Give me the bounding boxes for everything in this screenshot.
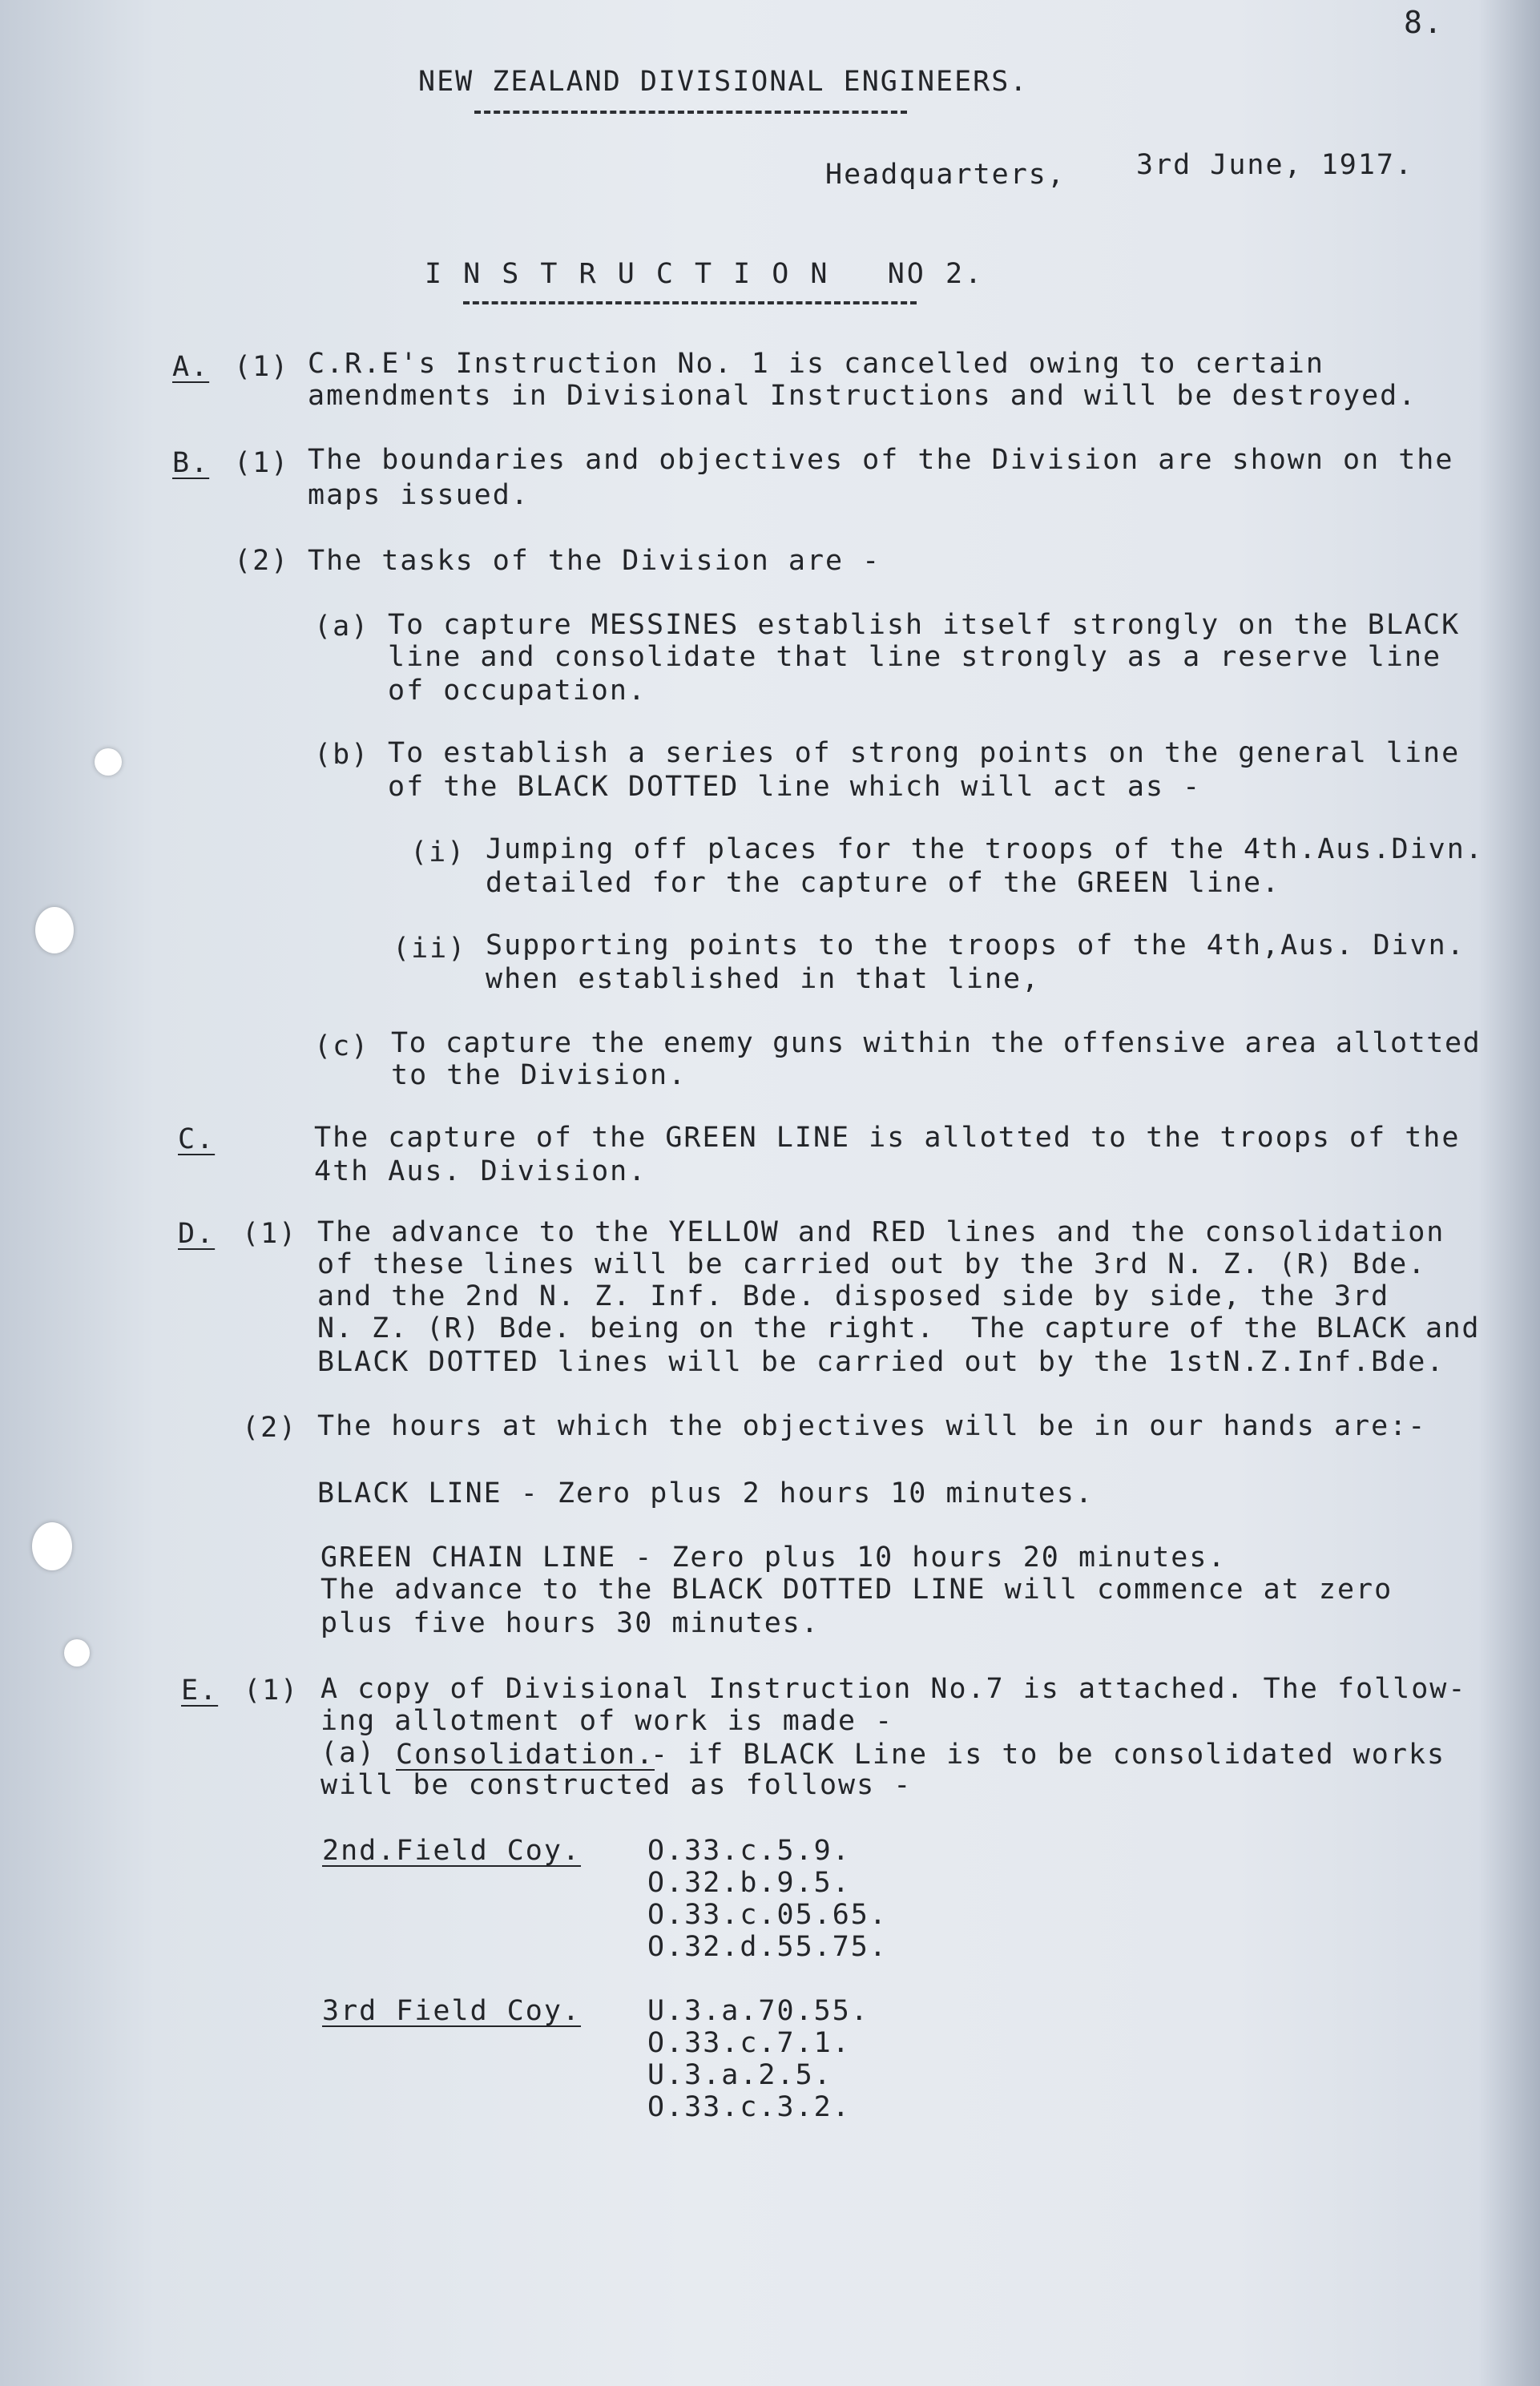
section-letter-e: E. (181, 1675, 219, 1707)
section-e-text-line: A copy of Divisional Instruction No.7 is attached. The follow- (320, 1673, 1467, 1705)
section-d-text-line: The hours at which the objectives will be in our hands are:- (317, 1410, 1427, 1442)
section-c-text-line: 4th Aus. Division. (314, 1155, 647, 1187)
document-title: I N S T R U C T I O N NO 2. (425, 258, 985, 290)
header-location: Headquarters, (825, 159, 1066, 191)
subitem-text-line: Jumping off places for the troops of the 4th.Aus.Divn. (486, 833, 1484, 865)
unit-name-3rd-field-coy: 3rd Field Coy. (322, 1995, 582, 2027)
subitem-marker: (a) (320, 1737, 377, 1769)
punch-hole (64, 1639, 90, 1667)
section-d-text-line: of these lines will be carried out by the 3rd N. Z. (R) Bde. (317, 1248, 1427, 1280)
punch-hole (32, 1522, 72, 1570)
heading-underline (474, 111, 907, 114)
title-underline (463, 301, 917, 304)
map-reference: O.33.c.5.9. (647, 1835, 851, 1867)
subitem-text-line: line and consolidate that line strongly as a reserve line (388, 641, 1442, 673)
section-e-text-line: will be constructed as follows - (320, 1769, 913, 1801)
consolidation-heading: Consolidation. (396, 1739, 655, 1771)
subitem-marker: (a) (314, 611, 370, 643)
section-b-text-line: The tasks of the Division are - (308, 545, 881, 577)
map-reference: O.32.b.9.5. (647, 1867, 851, 1899)
subitem-text-line: detailed for the capture of the GREEN line. (486, 867, 1281, 899)
section-letter-b: B. (172, 447, 210, 479)
section-c-text-line: The capture of the GREEN LINE is allotted to the troops of the (314, 1122, 1461, 1154)
punch-hole (35, 907, 74, 953)
section-e-text-line: - if BLACK Line is to be consolidated works (651, 1739, 1446, 1771)
subitem-text-line: To capture MESSINES establish itself strongly on the BLACK (388, 609, 1461, 641)
header-date: 3rd June, 1917. (1136, 149, 1414, 181)
section-d-para-number: (1) (242, 1218, 298, 1250)
section-a-text-line: amendments in Divisional Instructions and will be destroyed. (308, 380, 1417, 412)
section-b-para-number: (2) (234, 545, 290, 577)
map-reference: U.3.a.2.5. (647, 2059, 832, 2091)
unit-name-2nd-field-coy: 2nd.Field Coy. (322, 1835, 582, 1867)
section-d-text-line: N. Z. (R) Bde. being on the right. The capture of the BLACK and (317, 1312, 1480, 1344)
subitem-text-line: To establish a series of strong points on the general line (388, 737, 1461, 769)
objective-black-line: BLACK LINE - Zero plus 2 hours 10 minutes. (317, 1477, 1095, 1509)
section-letter-c: C. (178, 1123, 216, 1155)
section-a-para-number: (1) (234, 351, 290, 383)
punch-hole (95, 748, 122, 776)
page-number: 8. (1404, 5, 1444, 40)
subitem-marker: (ii) (393, 933, 467, 965)
section-d-text-line: BLACK DOTTED lines will be carried out by the 1stN.Z.Inf.Bde. (317, 1346, 1445, 1378)
section-e-para-number: (1) (244, 1675, 300, 1707)
subitem-text-line: when established in that line, (486, 963, 1041, 995)
subitem-text-line: of occupation. (388, 675, 647, 707)
subitem-marker: (i) (410, 836, 466, 869)
section-d-text-line: The advance to the YELLOW and RED lines and the consolidation (317, 1216, 1445, 1248)
section-b-text-line: The boundaries and objectives of the Division are shown on the (308, 444, 1454, 476)
map-reference: U.3.a.70.55. (647, 1995, 869, 2027)
map-reference: O.33.c.3.2. (647, 2091, 851, 2123)
section-d-text-line: and the 2nd N. Z. Inf. Bde. disposed side by side, the 3rd (317, 1280, 1390, 1312)
section-e-text-line: ing allotment of work is made - (320, 1705, 894, 1737)
objective-green-chain-line: GREEN CHAIN LINE - Zero plus 10 hours 20 minutes. (320, 1542, 1227, 1574)
section-d-para-number: (2) (242, 1412, 298, 1444)
map-reference: O.33.c.05.65. (647, 1899, 888, 1931)
section-b-para-number: (1) (234, 447, 290, 479)
map-reference: O.32.d.55.75. (647, 1931, 888, 1963)
section-a-text-line: C.R.E's Instruction No. 1 is cancelled owing to certain (308, 348, 1324, 380)
subitem-text-line: of the BLACK DOTTED line which will act as - (388, 771, 1202, 803)
subitem-marker: (b) (314, 739, 370, 771)
section-b-text-line: maps issued. (308, 479, 530, 511)
map-reference: O.33.c.7.1. (647, 2027, 851, 2059)
subitem-text-line: To capture the enemy guns within the offensive area allotted (391, 1027, 1482, 1059)
organisation-heading: NEW ZEALAND DIVISIONAL ENGINEERS. (418, 66, 1029, 98)
subitem-text-line: Supporting points to the troops of the 4th,Aus. Divn. (486, 929, 1465, 961)
subitem-text-line: to the Division. (391, 1059, 687, 1091)
subitem-marker: (c) (314, 1030, 370, 1062)
section-d-text-line: plus five hours 30 minutes. (320, 1607, 820, 1639)
section-letter-d: D. (178, 1218, 216, 1250)
section-letter-a: A. (172, 351, 210, 383)
section-d-text-line: The advance to the BLACK DOTTED LINE will commence at zero (320, 1574, 1393, 1606)
